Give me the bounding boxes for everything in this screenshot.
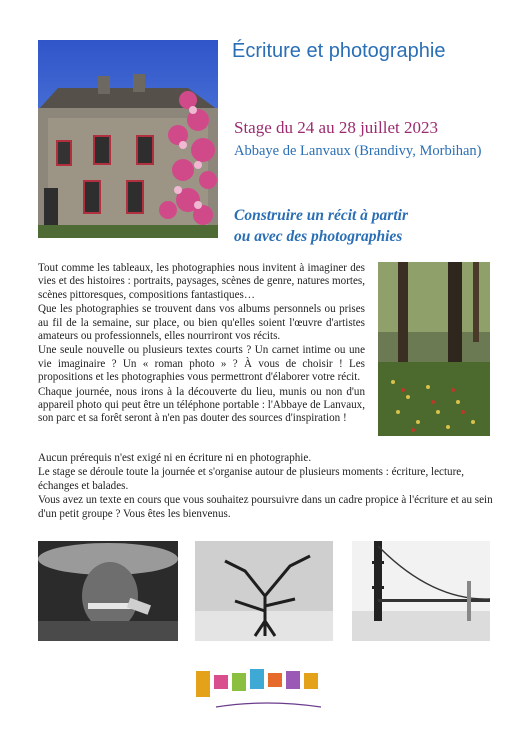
paragraph-4: Chaque journée, nous irons à la découverte du lieu, munis ou non d'un appareil photo qui peut être un téléphone portable : l'Abbaye de Lanvaux, son parc et sa forêt seront à n'en pas douter des sources d'inspiration ! (38, 385, 365, 425)
portrait-photo (38, 541, 178, 641)
dead-tree-photo (195, 541, 333, 641)
subtitle-line-1: Construire un récit à partir (234, 207, 408, 224)
paragraph-5: Aucun prérequis n'est exigé ni en écriture ni en photographie. (38, 452, 312, 464)
abbey-photo (38, 40, 218, 238)
details-text (38, 452, 493, 521)
paragraph-2: Que les photographies se trouvent dans vos albums personnels ou prises au fil de la semaine, sur place, ou bien qu'elles soient l'œuvre d'artistes amateurs ou professionnels, elles nourriront vos récits. (38, 303, 365, 343)
page-title: Écriture et photographie (232, 40, 446, 62)
ecritures-colombines-logo (196, 663, 336, 713)
bridge-photo (352, 541, 490, 641)
paragraph-6: Le stage se déroule toute la journée et s'organise autour de plusieurs moments : écriture, lecture, échanges et balades. (38, 466, 464, 492)
paragraph-3: Une seule nouvelle ou plusieurs textes courts ? Un carnet intime ou une vie imaginaire ? Un « roman photo » ? À vous de choisir ! Les propositions et les photographies vous permettront d'élaborer votre récit. (38, 344, 365, 384)
stage-location: Abbaye de Lanvaux (Brandivy, Morbihan) (234, 143, 482, 159)
subtitle (234, 205, 408, 247)
subtitle-line-2: ou avec des photographies (234, 228, 403, 245)
paragraph-7: Vous avez un texte en cours que vous souhaitez poursuivre dans un cadre propice à l'écriture et au sein d'un petit groupe ? Vous êtes les bienvenus. (38, 494, 493, 520)
stage-dates: Stage du 24 au 28 juillet 2023 (234, 118, 438, 137)
forest-photo (378, 262, 490, 436)
paragraph-1: Tout comme les tableaux, les photographies nous invitent à imaginer des vies et des histoires : portraits, paysages, scènes de genre, natures mortes, scènes pittoresques, compositions fantastiques… (38, 262, 365, 301)
intro-text (38, 262, 365, 426)
